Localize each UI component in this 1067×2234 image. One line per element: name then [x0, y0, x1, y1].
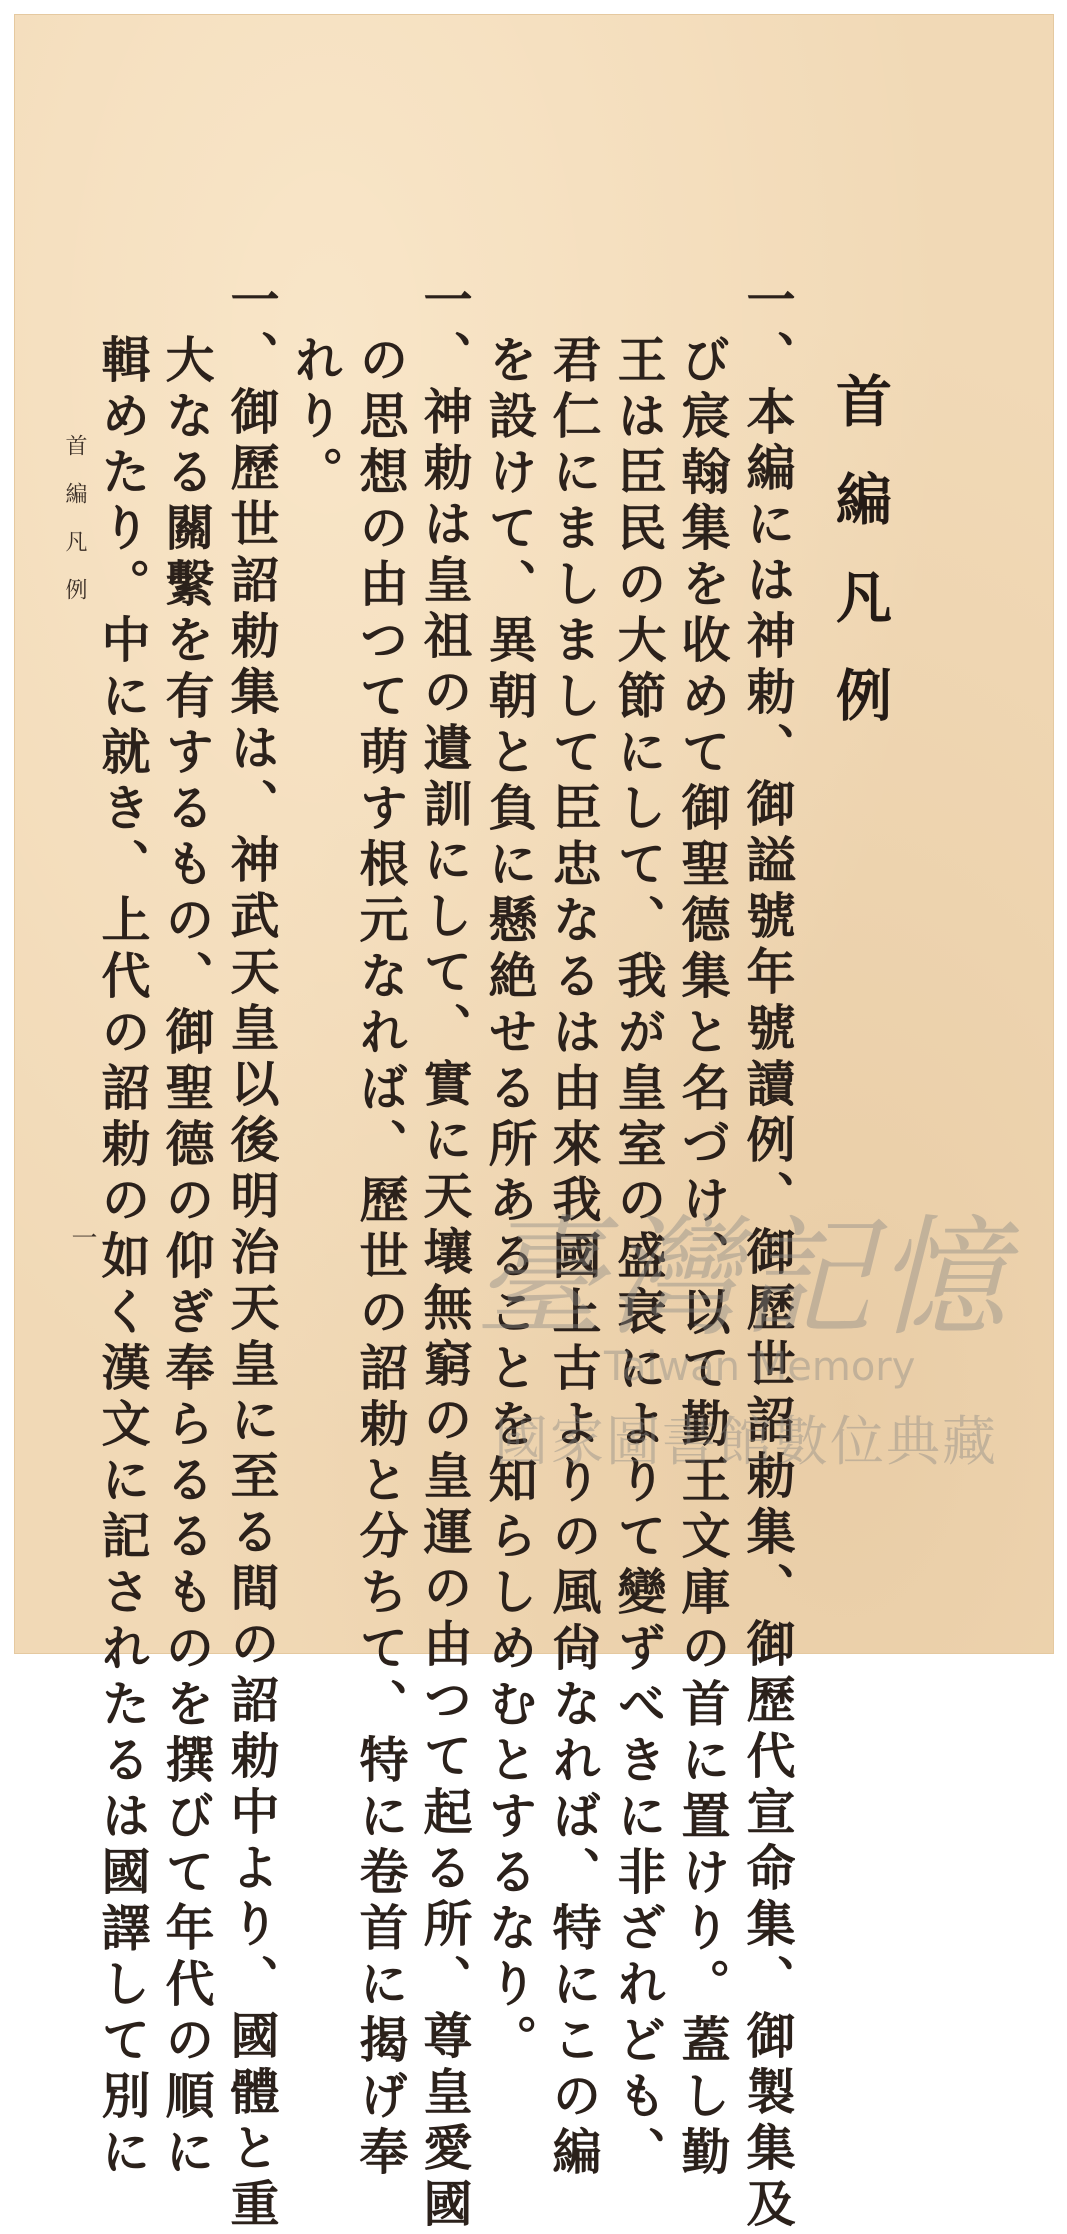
watermark-english: Taiwan Memory — [604, 1344, 916, 1390]
page-number: 一 — [67, 1224, 97, 1250]
running-head: 首編凡例 — [62, 434, 87, 626]
watermark-institution: 國家圖書館數位典藏 — [494, 1410, 998, 1473]
text-column-6: 一、神勅は皇祖の遺訓にして、實に天壤無窮の皇運の由つて起る所、尊皇愛國 — [416, 274, 474, 2234]
text-column-11: 輯めたり。中に就き、上代の詔勅の如く漢文に記されたるは國譯して別に — [94, 334, 152, 2182]
page-title: 首編凡例 — [827, 372, 893, 764]
text-column-5: を設けて、異朝と負に懸絶せる所あることを知らしめむとするなり。 — [481, 334, 539, 2070]
text-column-2: び宸翰集を收めて御聖德集と名づけ、以て勤王文庫の首に置けり。蓋し勤 — [674, 334, 732, 2182]
text-column-4: 君仁にましまして臣忠なるは由來我國上古よりの風尙なれば、特にこの編 — [545, 334, 603, 2182]
text-column-10: 大なる關繫を有するもの、御聖德の仰ぎ奉らるるものを撰びて年代の順に — [158, 334, 216, 2182]
watermark-logo: 臺灣記憶 — [474, 1202, 1011, 1354]
text-column-8: れり。 — [287, 334, 345, 502]
text-column-3: 王は臣民の大節にして、我が皇室の盛衰によりて變ずべきに非ざれども、 — [610, 334, 668, 2182]
text-column-1: 一、本編には神勅、御謚號年號讀例、御歷世詔勅集、御歷代宣命集、御製集及 — [739, 274, 797, 2234]
book-page — [14, 14, 1054, 2234]
text-column-9: 一、御歷世詔勅集は、神武天皇以後明治天皇に至る間の詔勅中より、國體と重 — [223, 274, 281, 2234]
text-column-7: の思想の由つて萌す根元なれば、歷世の詔勅と分ちて、特に卷首に揭げ奉 — [352, 334, 410, 2182]
